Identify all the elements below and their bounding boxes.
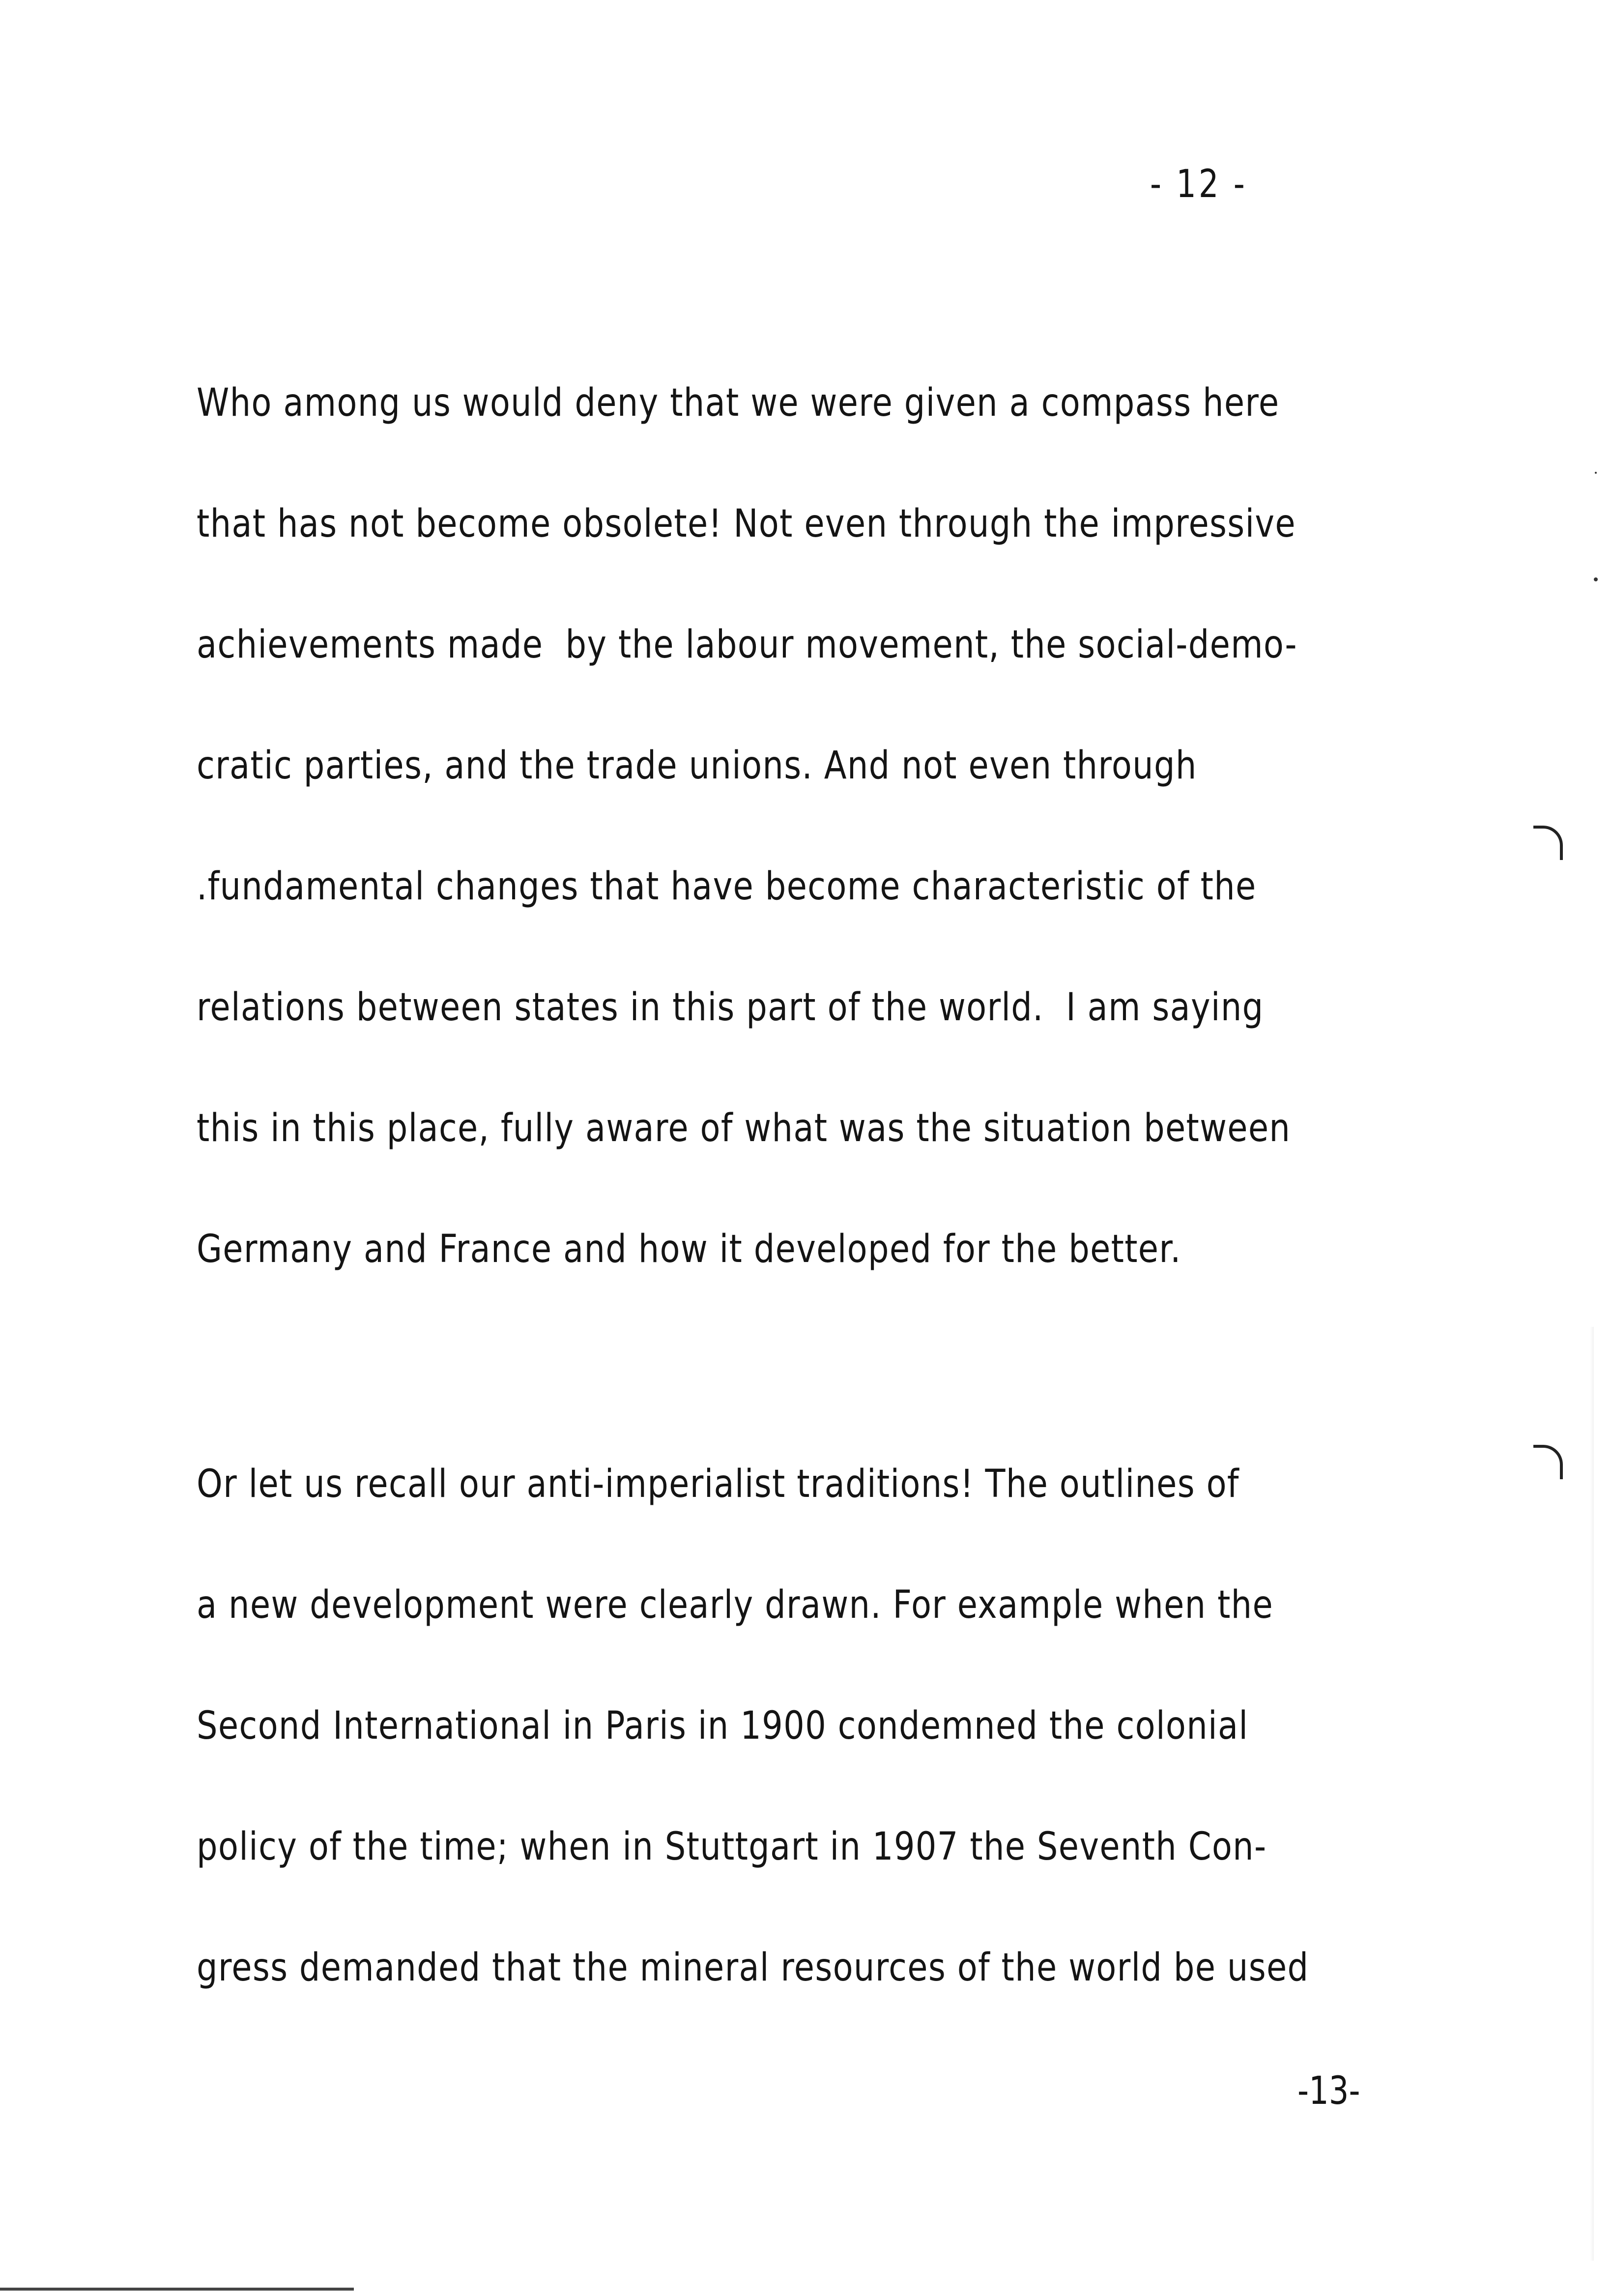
paragraph-2 [197, 1460, 1425, 2064]
text-line: Second International in Paris in 1900 condemned the colonial [197, 1704, 1249, 1748]
margin-mark [1533, 1445, 1563, 1479]
text-line: .fundamental changes that have become characteristic of the [197, 864, 1257, 909]
margin-mark [1533, 826, 1563, 860]
page-number-bottom: -13- [1297, 2069, 1360, 2113]
scan-speck [1594, 577, 1598, 581]
text-line: cratic parties, and the trade unions. And not even through [197, 744, 1197, 788]
text-line: relations between states in this part of the world. I am saying [197, 985, 1264, 1030]
text-line: achievements made by the labour movement, the social-demo- [197, 623, 1297, 667]
text-line: this in this place, fully aware of what was the situation between [197, 1106, 1291, 1150]
text-line: a new development were clearly drawn. For example when the [197, 1583, 1274, 1627]
page-number-top: - 12 - [1150, 162, 1247, 206]
scan-speck [1595, 472, 1597, 474]
scan-bottom-edge [0, 2288, 354, 2291]
text-line: Who among us would deny that we were given a compass here [197, 381, 1280, 425]
text-line: Germany and France and how it developed for the better. [197, 1227, 1181, 1271]
paragraph-1 [197, 378, 1425, 1346]
scan-edge-shadow [1590, 1327, 1594, 2261]
text-line: Or let us recall our anti-imperialist traditions! The outlines of [197, 1462, 1239, 1506]
text-line: gress demanded that the mineral resources of the world be used [197, 1946, 1309, 1990]
text-line: policy of the time; when in Stuttgart in 1907 the Seventh Con- [197, 1825, 1267, 1869]
text-line: that has not become obsolete! Not even through the impressive [197, 502, 1296, 546]
